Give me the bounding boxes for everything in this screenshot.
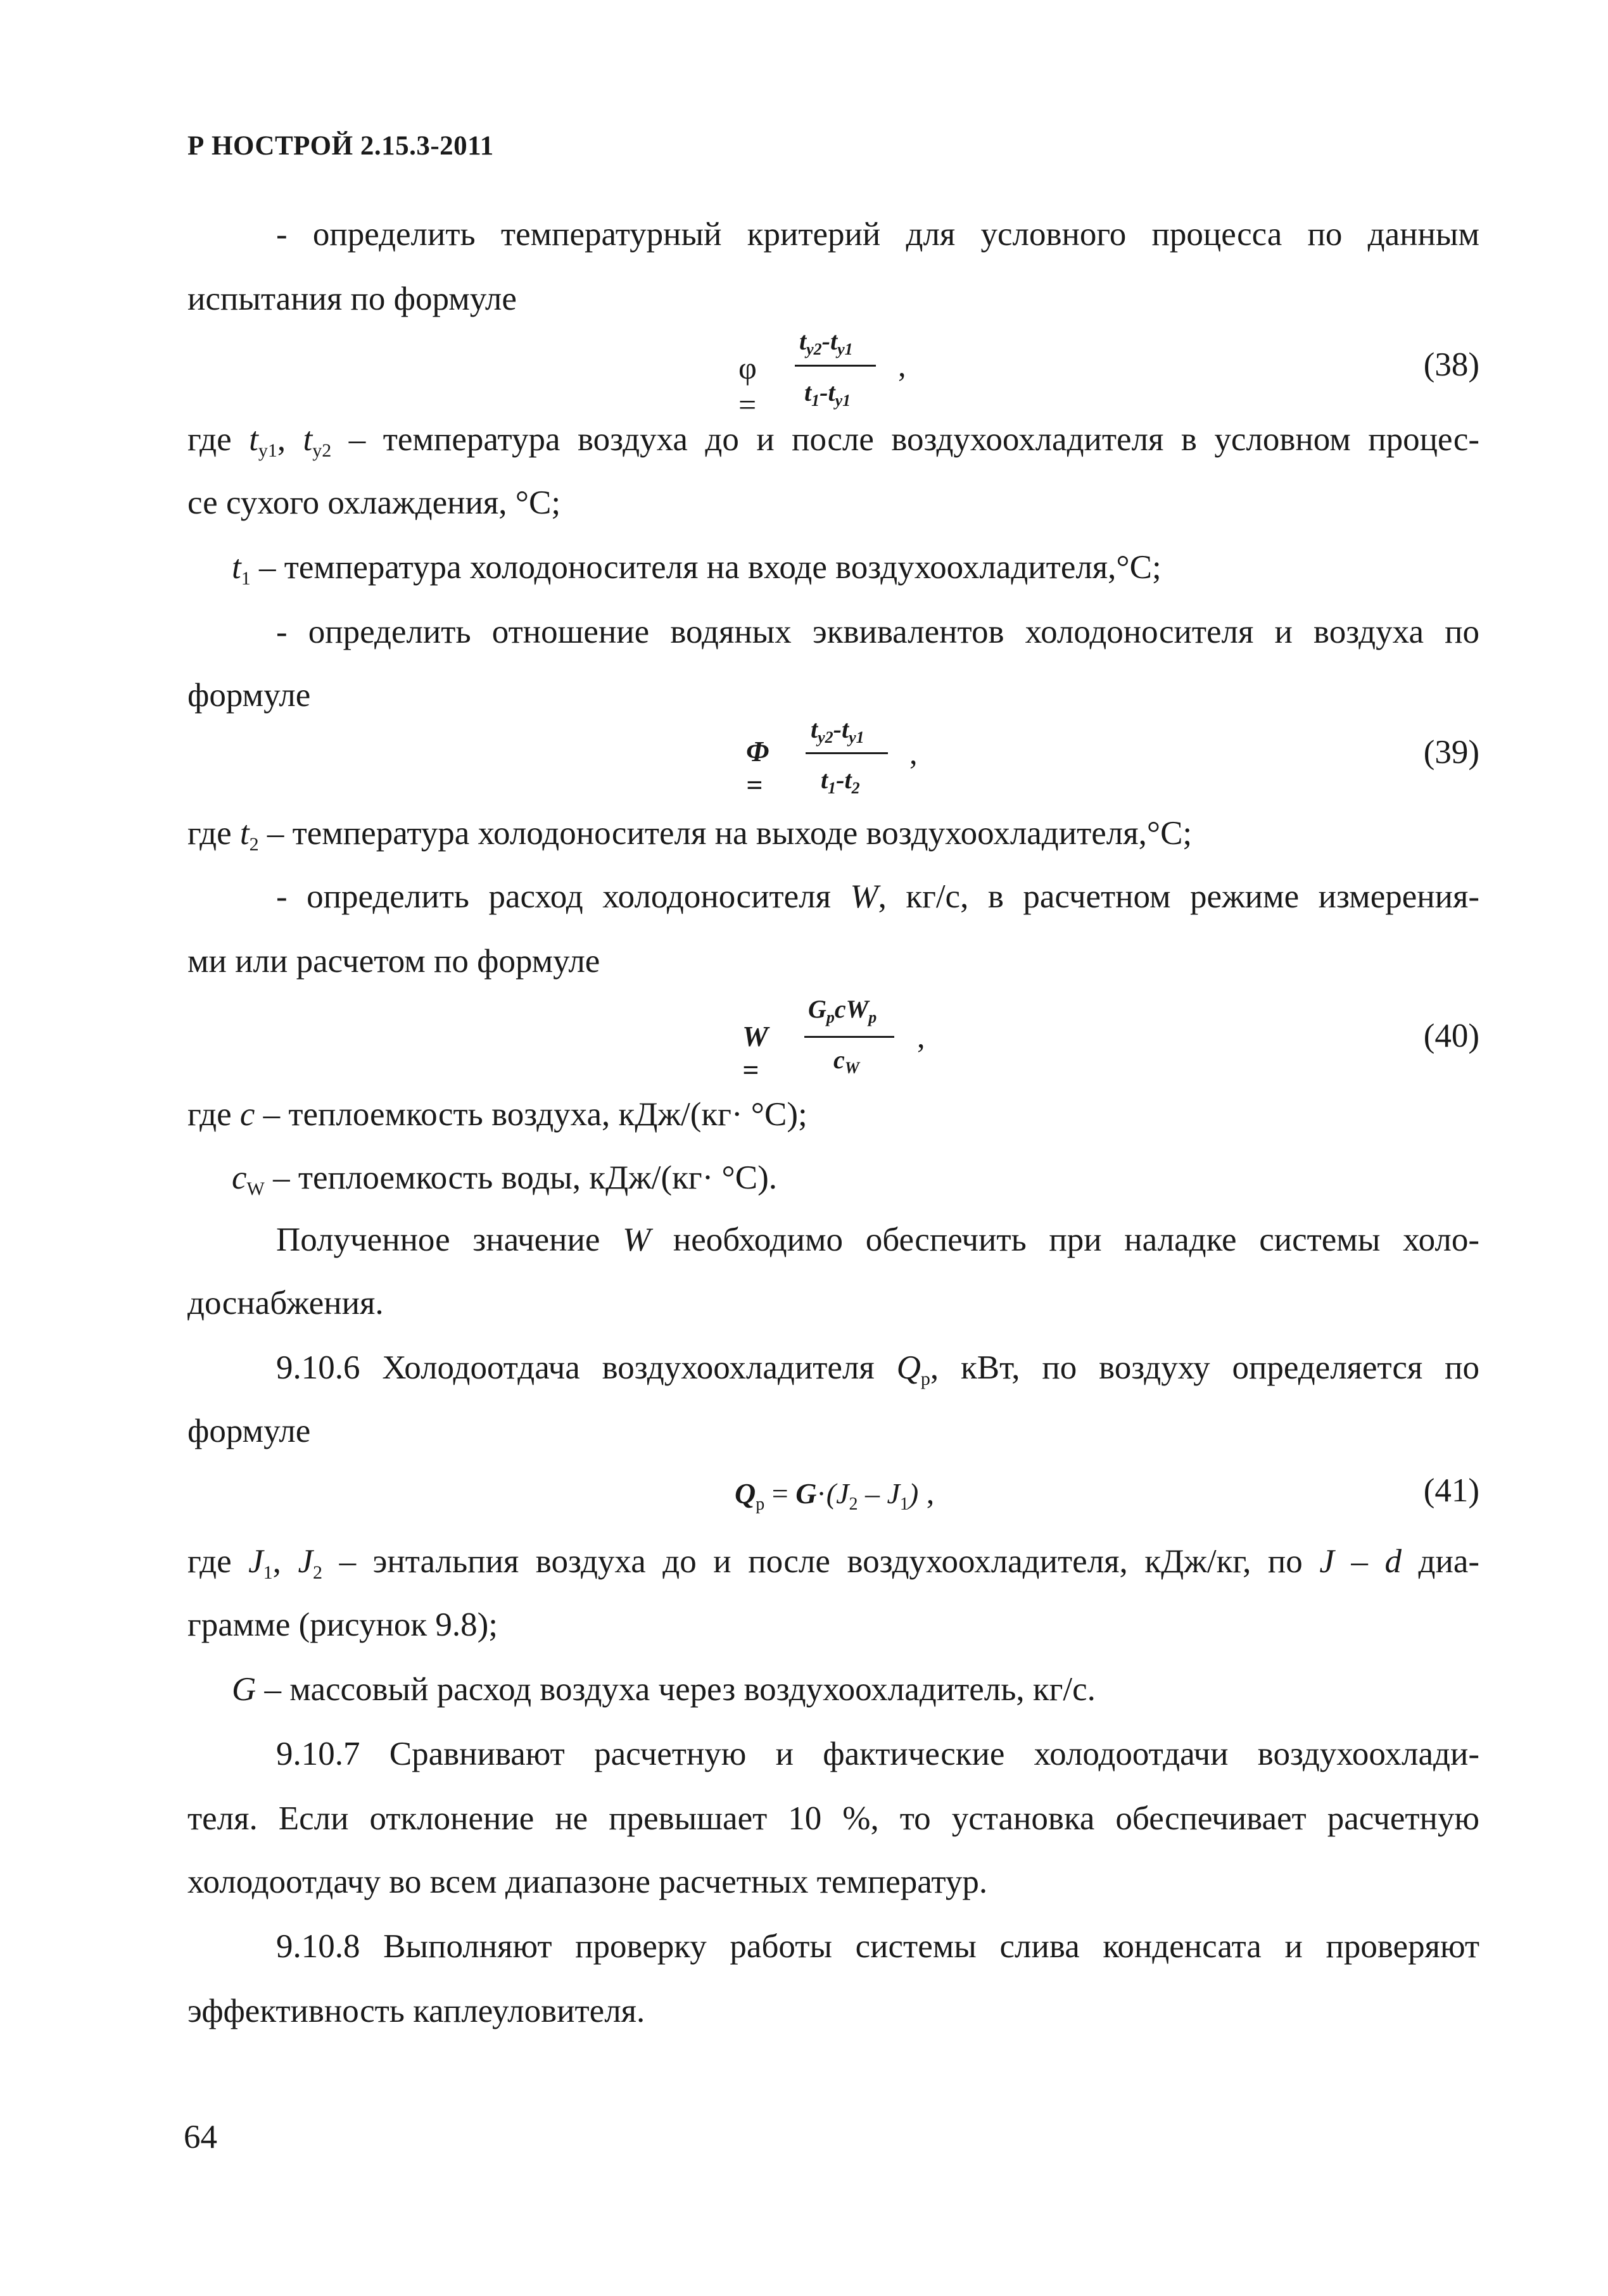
paragraph-coolant-flow-line1: - определить расход холодоносителя W, кг/с, в расчетном режиме измерения- [276, 878, 1479, 915]
formula-40-number: (40) [1423, 1018, 1479, 1054]
paragraph-9-10-7-line3: холодоотдачу во всем диапазоне расчетных температур. [187, 1864, 988, 1900]
where-38-line2: се сухого охлаждения, °С; [187, 484, 561, 521]
paragraph-temperature-criterion-line2: испытания по формуле [187, 281, 517, 317]
formula-39-number: (39) [1423, 734, 1479, 771]
document-header: Р НОСТРОЙ 2.15.3-2011 [187, 131, 494, 161]
formula-40-denominator: $c_W$ [833, 1045, 859, 1077]
formula-38-comma: , [898, 348, 906, 383]
where-38-line3: $t_1$ – температура холодоносителя на входе воздухоохладителя,°С; [232, 549, 1162, 589]
formula-38-fraction-bar [795, 365, 876, 367]
paragraph-obtained-value-line1: Полученное значение W необходимо обеспечить при наладке системы холо- [276, 1221, 1479, 1258]
formula-40-numerator: $G_рcW_р$ [808, 995, 877, 1026]
formula-38-numerator: $t_{у2}-t_{у1}$ [799, 327, 853, 358]
where-39-line: где $t_2$ – температура холодоносителя на выходе воздухоохладителя,°С; [187, 815, 1193, 855]
paragraph-9-10-8-line1: 9.10.8 Выполняют проверку работы системы слива конденсата и проверяют [276, 1928, 1479, 1965]
formula-39-denominator: $t_1-t_2$ [821, 766, 860, 797]
paragraph-9-10-7-line2: теля. Если отклонение не превышает 10 %, то установка обеспечивает расчетную [187, 1800, 1479, 1837]
where-41-line2: грамме (рисунок 9.8); [187, 1606, 498, 1643]
paragraph-coolant-flow-line2: ми или расчетом по формуле [187, 943, 600, 980]
where-40-line2: $c_W$ – теплоемкость воды, кДж/(кг· °С). [232, 1159, 777, 1199]
formula-39-numerator: $t_{у2}-t_{у1}$ [811, 715, 864, 747]
paragraph-9-10-6-line2: формуле [187, 1413, 311, 1449]
formula-40-lhs: W = [742, 1020, 768, 1086]
formula-38-lhs: φ = [738, 350, 757, 422]
formula-41-number: (41) [1423, 1472, 1479, 1509]
paragraph-water-equivalents-line1: - определить отношение водяных эквивалентов холодоносителя и воздуха по [276, 614, 1479, 650]
formula-38-number: (38) [1423, 346, 1479, 383]
page-number: 64 [184, 2119, 217, 2155]
formula-39-fraction-bar [806, 752, 888, 754]
paragraph-9-10-7-line1: 9.10.7 Сравнивают расчетную и фактические холодоотдачи воздухоохлади- [276, 1736, 1479, 1772]
formula-40-comma: , [917, 1019, 925, 1054]
paragraph-water-equivalents-line2: формуле [187, 677, 311, 714]
paragraph-9-10-6-line1: 9.10.6 Холодоотдача воздухоохладителя $Q_р$, кВт, по воздуху определяется по [276, 1349, 1479, 1389]
where-40-line1: где c – теплоемкость воздуха, кДж/(кг· °С); [187, 1096, 807, 1133]
formula-39-lhs: Φ = [746, 735, 769, 801]
paragraph-9-10-8-line2: эффективность каплеуловителя. [187, 1993, 645, 2029]
paragraph-temperature-criterion-line1: - определить температурный критерий для условного процесса по данным [276, 216, 1479, 253]
where-41-line1: где $J_1$, $J_2$ – энтальпия воздуха до и после воздухоохладителя, кДж/кг, по J – d диа- [187, 1543, 1480, 1583]
formula-41: $Q_р = G\cdot(J_2 - J_1)$ , [735, 1475, 935, 1514]
formula-40-fraction-bar [804, 1036, 894, 1038]
formula-39-comma: , [909, 735, 918, 771]
paragraph-obtained-value-line2: доснабжения. [187, 1285, 384, 1321]
formula-38-denominator: $t_1-t_{у1}$ [804, 378, 851, 410]
where-41-line3: G – массовый расход воздуха через воздухоохладитель, кг/с. [232, 1671, 1096, 1708]
where-38-line1: где $t_{у1}$, $t_{у2}$ – температура воздуха до и после воздухоохладителя в условном процес- [187, 421, 1480, 461]
